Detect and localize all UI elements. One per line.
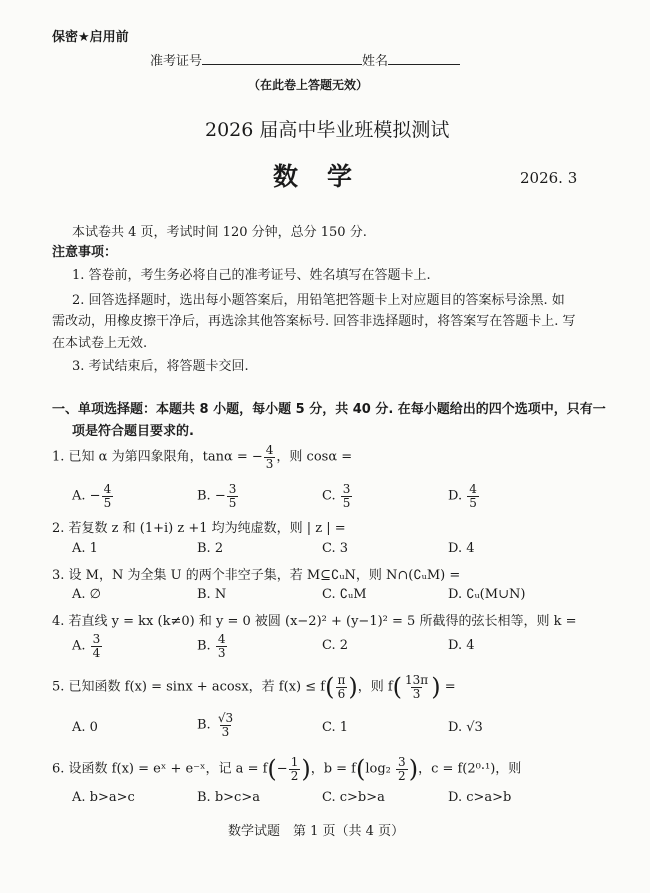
question-1-option-d: D. $\frac{4}{5}$ (448, 482, 477, 510)
question-3-option-a: A. ∅ (72, 587, 101, 602)
notice-item-3: 3. 考试结束后，将答题卡交回. (72, 359, 249, 374)
question-3-option-c: C. ∁ᵤM (322, 587, 367, 602)
notice-item-2-line3: 在本试卷上无效. (52, 336, 148, 351)
question-2-option-c: C. 3 (322, 541, 349, 556)
question-1-option-b: B. − $\frac{3}{5}$ (197, 482, 237, 510)
question-3-stem: 3. 设 M，N 为全集 U 的两个非空子集，若 M⊆∁ᵤN，则 N∩(∁ᵤM) = (52, 568, 461, 583)
question-5-option-b: B. $\frac{√3}{3}$ (197, 711, 234, 739)
subject-title: 数 学 (273, 162, 355, 191)
exam-summary: 本试卷共 4 页，考试时间 120 分钟，总分 150 分. (72, 225, 367, 240)
notice-item-2-line1: 2. 回答选择题时，选出每小题答案后，用铅笔把答题卡上对应题目的答案标号涂黑. 如 (72, 293, 565, 308)
question-5-option-a: A. 0 (72, 720, 98, 735)
exam-date: 2026. 3 (520, 169, 578, 187)
exam-number-field (150, 50, 460, 69)
question-5-option-d: D. √3 (448, 720, 483, 735)
page-footer: 数学试题 第 1 页（共 4 页） (228, 824, 405, 839)
question-1-option-a: A. − $\frac{4}{5}$ (72, 482, 112, 510)
question-1-stem (52, 444, 352, 470)
invalid-note: （在此卷上答题无效） (248, 78, 369, 92)
question-6-stem: 6. 设函数 f(x) = eˣ + e⁻ˣ，记 a = f(− $\frac{1}{2}$ )，b = f(log₂ $\frac{3}{2}$ )，c = f(2⁰·¹)，则 (52, 755, 522, 784)
question-4-option-c: C. 2 (322, 638, 349, 653)
question-6-option-b: B. b>c>a (197, 790, 260, 805)
exam-number-blank (202, 50, 362, 65)
name-label: 姓名 (362, 54, 389, 69)
question-number: 1. (52, 449, 65, 465)
numerator: 4 (265, 443, 274, 457)
section-heading-line2: 项是符合题目要求的. (72, 424, 194, 439)
question-6-option-d: D. c>a>b (448, 790, 512, 805)
question-text: 已知 α 为第四象限角，tanα = − (68, 449, 263, 465)
notice-item-1: 1. 答卷前，考生务必将自己的准考证号、姓名填写在答题卡上. (72, 268, 431, 283)
question-5-option-c: C. 1 (322, 720, 349, 735)
question-text: ，则 cosα = (276, 449, 353, 465)
denominator: 3 (265, 456, 274, 471)
confidential-label: 保密★启用前 (52, 30, 129, 45)
question-2-option-a: A. 1 (72, 541, 98, 556)
question-4-stem: 4. 若直线 y = kx (k≠0) 和 y = 0 被圆 (x−2)² + (y−1)² = 5 所截得的弦长相等，则 k = (52, 614, 577, 629)
section-heading-line1: 一、单项选择题：本题共 8 小题，每小题 5 分，共 40 分. 在每小题给出的四个选项中，只有一 (52, 402, 606, 417)
question-2-option-d: D. 4 (448, 541, 475, 556)
name-blank (388, 50, 460, 65)
question-6-option-c: C. c>b>a (322, 790, 385, 805)
exam-title: 2026 届高中毕业班模拟测试 (205, 119, 450, 141)
question-5-stem: 5. 已知函数 f(x) = sinx + acosx，若 f(x) ≤ f( $\frac{\pi}{6}$ )，则 f( $\frac{13\pi}{3}$ ) = (52, 673, 456, 702)
question-6-option-a: A. b>a>c (72, 790, 135, 805)
question-2-option-b: B. 2 (197, 541, 224, 556)
question-3-option-d: D. ∁ᵤ(M∪N) (448, 587, 526, 602)
notice-item-2-line2: 需改动，用橡皮擦干净后，再选涂其他答案标号. 回答非选择题时，将答案写在答题卡上. 写 (52, 314, 576, 329)
question-1-option-c: C. $\frac{3}{5}$ (322, 482, 351, 510)
question-2-stem: 2. 若复数 z 和 (1+i) z +1 均为纯虚数，则 | z | = (52, 521, 346, 536)
question-3-option-b: B. N (197, 587, 227, 602)
question-4-option-b: B. $\frac{4}{3}$ (197, 632, 226, 660)
question-4-option-a: A. $\frac{3}{4}$ (72, 632, 101, 660)
fraction (264, 444, 276, 470)
question-4-option-d: D. 4 (448, 638, 475, 653)
exam-number-label: 准考证号 (150, 54, 203, 69)
notice-heading: 注意事项： (52, 245, 118, 260)
